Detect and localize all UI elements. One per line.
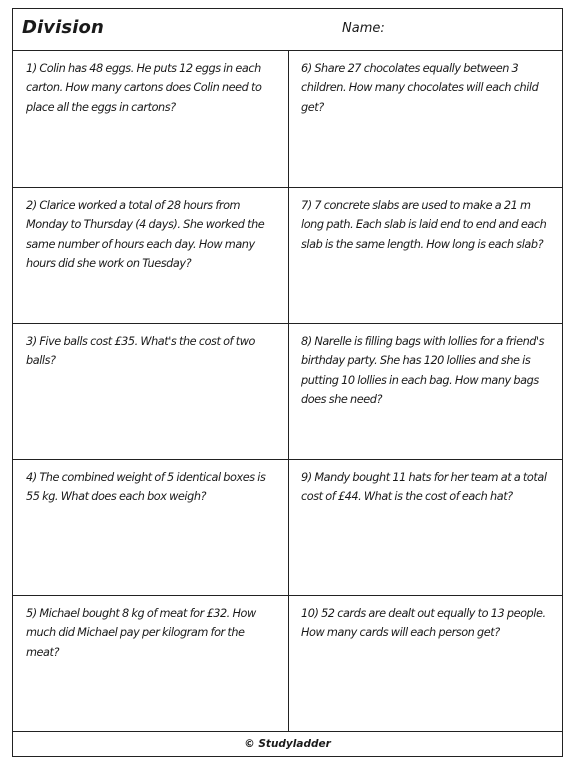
question-text: 9) Mandy bought 11 hats for her team at a total cost of £44. What is the cost of each hat? [301,471,547,504]
worksheet-header [13,9,562,51]
question-cell-7 [289,188,563,324]
question-text: 6) Share 27 chocolates equally between 3 children. How many chocolates will each child get? [301,62,539,114]
question-text: 2) Clarice worked a total of 28 hours from Monday to Thursday (4 days). She worked the same number of hours each day. How many hours did she work on Tuesday? [26,199,265,270]
question-text: 8) Narelle is filling bags with lollies for a friend's birthday party. She has 120 lollies and she is putting 10 lollies in each bag. How many bags does she need? [301,335,545,406]
question-grid [13,51,562,732]
question-text: 4) The combined weight of 5 identical boxes is 55 kg. What does each box weigh? [26,471,266,504]
question-text: 10) 52 cards are dealt out equally to 13 people. How many cards will each person get? [301,607,546,640]
question-cell-3 [13,324,289,460]
worksheet [12,8,563,757]
question-text: 3) Five balls cost £35. What's the cost of two balls? [26,335,255,368]
question-cell-9 [289,460,563,596]
question-cell-6 [289,51,563,188]
question-cell-8 [289,324,563,460]
copyright-footer: © Studyladder [13,731,562,756]
question-cell-1 [13,51,289,188]
question-cell-5 [13,596,289,732]
worksheet-title: Division [22,17,104,38]
question-cell-4 [13,460,289,596]
question-text: 1) Colin has 48 eggs. He puts 12 eggs in each carton. How many cartons does Colin need to place all the eggs in cartons? [26,62,262,114]
question-text: 5) Michael bought 8 kg of meat for £32. How much did Michael pay per kilogram for the meat? [26,607,256,659]
question-text: 7) 7 concrete slabs are used to make a 21 m long path. Each slab is laid end to end and each slab is the same length. How long is each slab? [301,199,547,251]
question-cell-10 [289,596,563,732]
name-label: Name: [342,21,385,36]
question-cell-2 [13,188,289,324]
